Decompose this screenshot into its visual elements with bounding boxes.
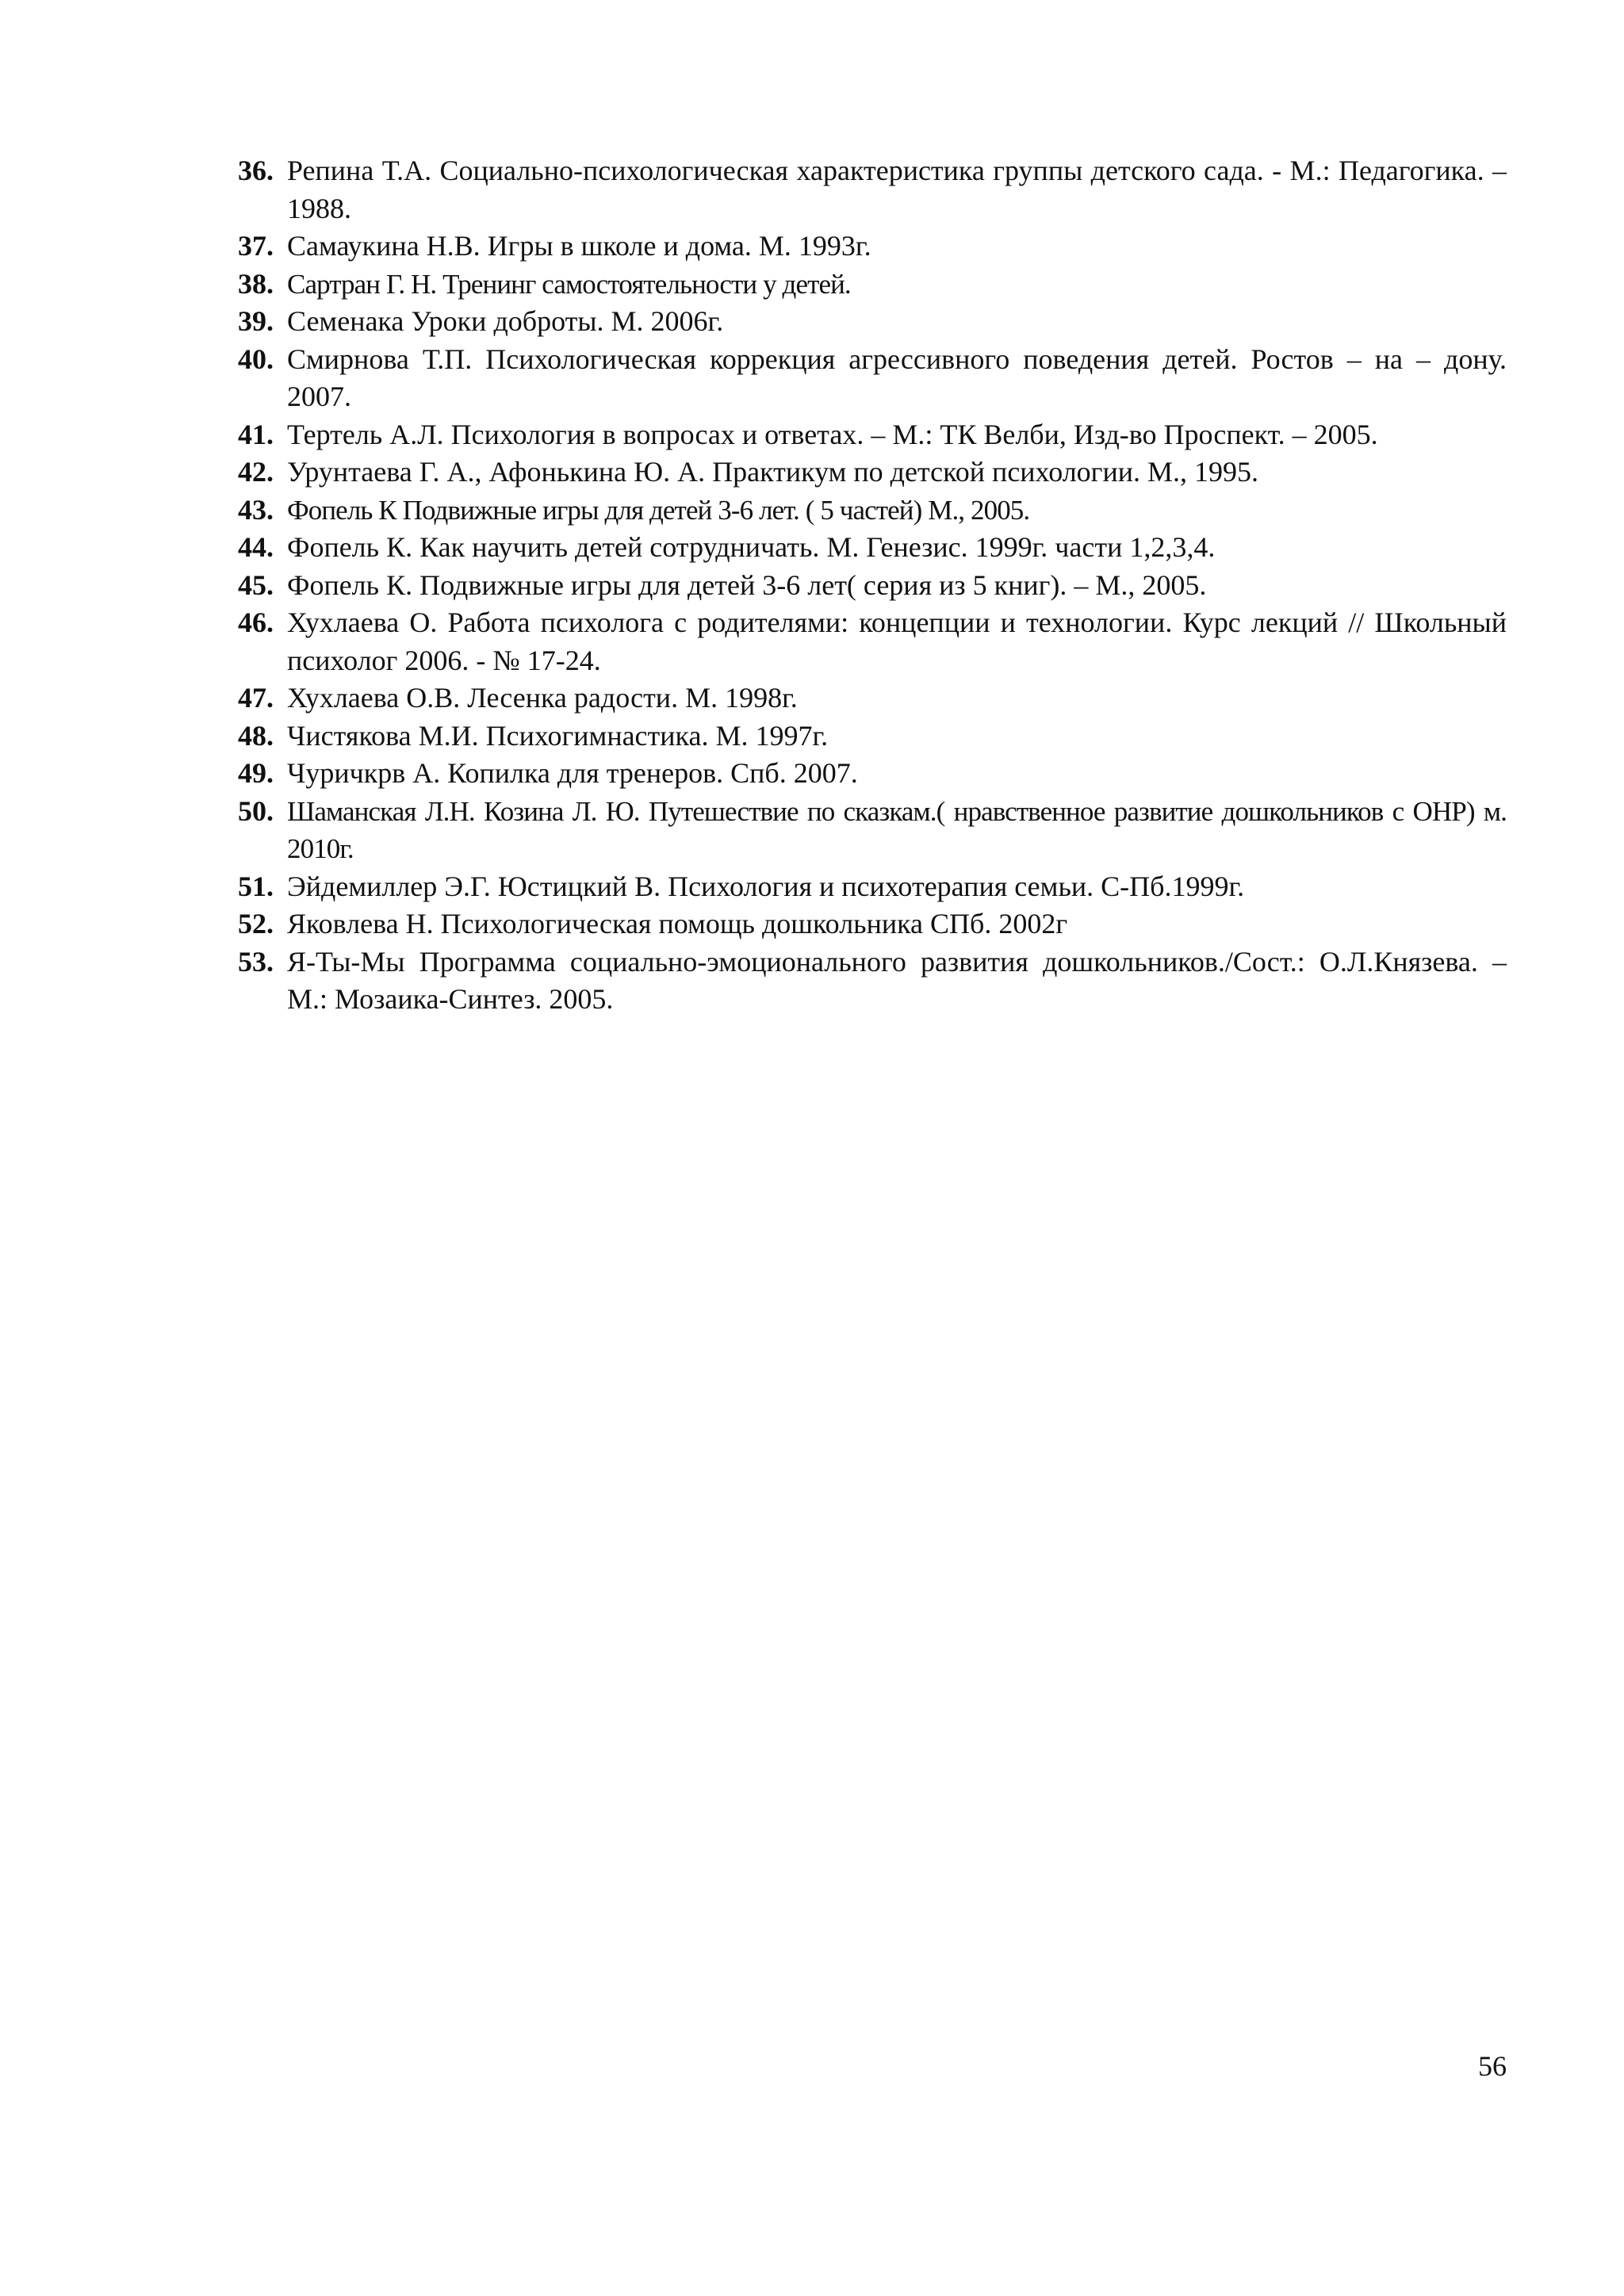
reference-item [238,567,1507,605]
reference-text: Семенака Уроки доброты. М. 2006г. [287,305,724,337]
reference-text: Тертель А.Л. Психология в вопросах и ответах. – М.: ТК Велби, Изд-во Проспект. – 2005. [287,418,1378,450]
reference-number: 37. [238,230,274,262]
reference-number: 51. [238,870,274,902]
reference-item [238,529,1507,567]
reference-text: Смирнова Т.П. Психологическая коррекция агрессивного поведения детей. Ростов – на – дону. 2007. [287,342,1507,412]
reference-number: 52. [238,908,274,939]
reference-item [238,303,1507,341]
reference-item [238,755,1507,793]
reference-number: 44. [238,531,274,563]
reference-item [238,604,1507,679]
reference-number: 49. [238,757,274,789]
reference-item [238,718,1507,756]
reference-text: Фопель К. Как научить детей сотрудничать. М. Генезис. 1999г. части 1,2,3,4. [287,531,1216,563]
reference-item [238,679,1507,718]
reference-text: Я-Ты-Мы Программа социально-эмоционального развития дошкольников./Сост.: О.Л.Князева. – М.: Мозаика-Синтез. 2005. [287,945,1507,1015]
reference-item [238,943,1507,1019]
reference-text: Чистякова М.И. Психогимнастика. М. 1997г. [287,719,829,752]
reference-number: 50. [238,794,274,827]
reference-text: Хухлаева О. Работа психолога с родителями: концепции и технологии. Курс лекций // Школьный психолог 2006. - № 17-24. [287,607,1507,676]
reference-item [238,266,1507,304]
reference-number: 42. [238,456,274,488]
bibliography-list [238,152,1507,1019]
reference-number: 46. [238,607,274,638]
reference-text: Шаманская Л.Н. Козина Л. Ю. Путешествие по сказкам.( нравственное развитие дошкольников с ОНР) м. 2010г. [287,795,1507,864]
reference-number: 36. [238,155,274,186]
reference-item [238,868,1507,906]
reference-text: Чуричкрв А. Копилка для тренеров. Спб. 2007. [287,757,858,789]
reference-text: Эйдемиллер Э.Г. Юстицкий В. Психология и психотерапия семьи. С-Пб.1999г. [287,870,1245,902]
reference-text: Самаукина Н.В. Игры в школе и дома. М. 1993г. [287,230,871,262]
reference-item [238,416,1507,454]
reference-number: 47. [238,682,274,714]
reference-item [238,492,1507,530]
reference-number: 53. [238,945,274,978]
reference-number: 41. [238,418,274,450]
reference-item [238,905,1507,943]
reference-text: Сартран Г. Н. Тренинг самостоятельности у детей. [287,268,851,300]
reference-item [238,341,1507,416]
reference-item [238,453,1507,492]
reference-text: Фопель К Подвижные игры для детей 3-6 лет. ( 5 частей) М., 2005. [287,494,1030,526]
reference-item [238,152,1507,228]
reference-number: 45. [238,568,274,601]
reference-text: Репина Т.А. Социально-психологическая характеристика группы детского сада. - М.: Педагогика. – 1988. [287,155,1507,224]
reference-number: 48. [238,719,274,752]
page-number: 56 [1478,2050,1507,2082]
reference-text: Урунтаева Г. А., Афонькина Ю. А. Практикум по детской психологии. М., 1995. [287,456,1258,488]
reference-number: 43. [238,493,274,526]
reference-text: Фопель К. Подвижные игры для детей 3-6 лет( серия из 5 книг). – М., 2005. [287,568,1207,601]
reference-text: Хухлаева О.В. Лесенка радости. М. 1998г. [287,682,798,714]
reference-text: Яковлева Н. Психологическая помощь дошкольника СПб. 2002г [287,908,1068,939]
reference-item [238,793,1507,868]
reference-number: 38. [238,267,274,300]
reference-number: 39. [238,305,274,337]
reference-item [238,228,1507,266]
reference-number: 40. [238,342,274,375]
